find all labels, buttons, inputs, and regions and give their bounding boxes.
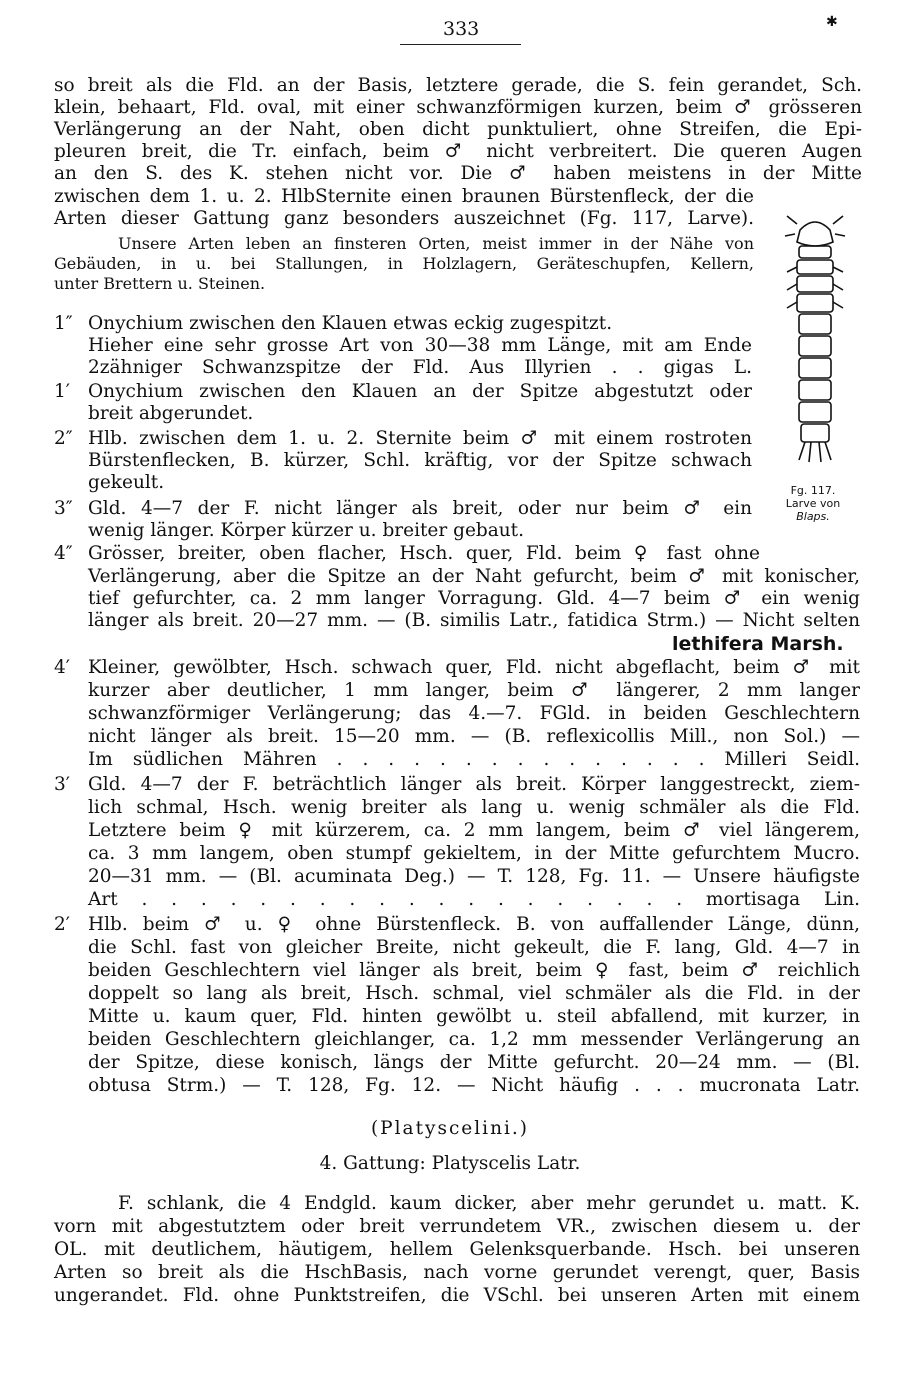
key-line: Bürstenflecken, B. kürzer, Schl. kräftig, vor der Spitze schwach	[88, 450, 752, 471]
key-number: 3′	[54, 774, 70, 795]
key-line: nicht länger als breit. 15—20 mm. — (B. reflexicollis Mill., non Sol.) —	[88, 726, 860, 747]
key-number: 3″	[54, 498, 73, 519]
body-line-small: Gebäuden, in u. bei Stallungen, in Holzlagern, Geräteschupfen, Kellern,	[54, 254, 754, 273]
key-line: beiden Geschlechtern viel länger als breit, beim ♀ fast, beim ♂ reichlich	[88, 960, 860, 981]
key-number: 4″	[54, 543, 73, 564]
key-line: kurzer aber deutlicher, 1 mm langer, beim ♂ längerer, 2 mm langer	[88, 680, 860, 701]
larva-illustration	[775, 212, 855, 472]
ink-speck: ✱	[826, 14, 838, 30]
body-line-small: Unsere Arten leben an finsteren Orten, meist immer in der Nähe von	[118, 234, 754, 253]
body-line: ungerandet. Fld. ohne Punktstreifen, die VSchl. bei unseren Arten mit einem	[54, 1285, 860, 1306]
page-number-rule	[400, 44, 521, 45]
figure-caption-number: Fg. 117.	[790, 484, 836, 497]
key-line: Onychium zwischen den Klauen an der Spitze abgestutzt oder	[88, 381, 752, 402]
key-number: 2″	[54, 428, 73, 449]
body-line: an den S. des K. stehen nicht vor. Die ♂ haben meistens in der Mitte	[54, 163, 862, 184]
key-line: die Schl. fast von gleicher Breite, nicht gekeult, die F. lang, Gld. 4—7 in	[88, 937, 860, 958]
body-line: Verlängerung an der Naht, oben dicht punktuliert, ohne Streifen, die Epi-	[54, 119, 862, 140]
key-line: Onychium zwischen den Klauen etwas eckig zugespitzt.	[88, 313, 613, 334]
key-line: obtusa Strm.) — T. 128, Fg. 12. — Nicht häufig . . . mucronata Latr.	[88, 1075, 860, 1096]
key-line: ca. 3 mm langem, oben stumpf gekieltem, in der Mitte gefurchtem Mucro.	[88, 843, 860, 864]
figure-caption-line: Blaps.	[796, 510, 830, 523]
key-line: Hieher eine sehr grosse Art von 30—38 mm Länge, mit am Ende	[88, 335, 752, 356]
body-line: OL. mit deutlichem, häutigem, hellem Gelenksquerbande. Hsch. bei unseren	[54, 1239, 860, 1260]
species-name: lethifera Marsh.	[672, 633, 844, 655]
key-line: 2zähniger Schwanzspitze der Fld. Aus Illyrien . . gigas L.	[88, 357, 752, 378]
key-line: Gld. 4—7 der F. nicht länger als breit, oder nur beim ♂ ein	[88, 498, 752, 519]
key-line: tief gefurchter, ca. 2 mm langer Vorragung. Gld. 4—7 beim ♂ ein wenig	[88, 588, 860, 609]
tribe-heading: (Platyscelini.)	[370, 1118, 530, 1139]
body-line: zwischen dem 1. u. 2. HlbSternite einen braunen Bürstenfleck, der die	[54, 186, 754, 207]
key-line: schwanzförmiger Verlängerung; das 4.—7. FGld. in beiden Geschlechtern	[88, 703, 860, 724]
key-line: Gld. 4—7 der F. beträchtlich länger als breit. Körper langgestreckt, ziem-	[88, 774, 860, 795]
figure-caption-line: Larve von	[785, 497, 841, 510]
key-line: wenig länger. Körper kürzer u. breiter gebaut.	[88, 520, 524, 541]
key-line: Mitte u. kaum quer, Fld. hinten gewölbt u. steil abfallend, mit kurzer, in	[88, 1006, 860, 1027]
key-number: 1″	[54, 313, 73, 334]
key-line: Art . . . . . . . . . . . . . . . . . . . mortisaga Lin.	[88, 889, 860, 910]
key-line: Kleiner, gewölbter, Hsch. schwach quer, Fld. nicht abgeflacht, beim ♂ mit	[88, 657, 860, 678]
body-line: F. schlank, die 4 Endgld. kaum dicker, aber mehr gerundet u. matt. K.	[118, 1193, 860, 1214]
key-line: Letztere beim ♀ mit kürzerem, ca. 2 mm langem, beim ♂ viel längerem,	[88, 820, 860, 841]
key-number: 4′	[54, 657, 70, 678]
page-number: 333	[443, 18, 480, 40]
key-line: Grösser, breiter, oben flacher, Hsch. quer, Fld. beim ♀ fast ohne	[88, 543, 760, 564]
body-line: vorn mit abgestutztem oder breit verrundetem VR., zwischen diesem u. der	[54, 1216, 860, 1237]
key-line: Verlängerung, aber die Spitze an der Naht gefurcht, beim ♂ mit konischer,	[88, 566, 860, 587]
key-line: Im südlichen Mähren . . . . . . . . . . . . . . . Milleri Seidl.	[88, 749, 860, 770]
key-number: 2′	[54, 914, 70, 935]
key-line: lich schmal, Hsch. wenig breiter als lang u. wenig schmäler als die Fld.	[88, 797, 860, 818]
key-line: doppelt so lang als breit, Hsch. schmal, viel schmäler als die Fld. in der	[88, 983, 860, 1004]
key-line: länger als breit. 20—27 mm. — (B. similis Latr., fatidica Strm.) — Nicht selten	[88, 610, 860, 631]
body-line: so breit als die Fld. an der Basis, letztere gerade, die S. fein gerandet, Sch.	[54, 75, 862, 96]
genus-heading: 4. Gattung: Platyscelis Latr.	[319, 1153, 581, 1174]
body-line: pleuren breit, die Tr. einfach, beim ♂ nicht verbreitert. Die queren Augen	[54, 141, 862, 162]
key-line: Hlb. beim ♂ u. ♀ ohne Bürstenfleck. B. von auffallender Länge, dünn,	[88, 914, 860, 935]
body-line: Arten so breit als die HschBasis, nach vorne gerundet verengt, quer, Basis	[54, 1262, 860, 1283]
body-line: klein, behaart, Fld. oval, mit einer schwanzförmigen kurzen, beim ♂ grösseren	[54, 97, 862, 118]
key-line: breit abgerundet.	[88, 403, 254, 424]
key-line: der Spitze, diese konisch, längs der Mitte gefurcht. 20—24 mm. — (Bl.	[88, 1052, 860, 1073]
body-line: Arten dieser Gattung ganz besonders auszeichnet (Fg. 117, Larve).	[54, 208, 754, 229]
key-line: gekeult.	[88, 472, 165, 493]
body-line-small: unter Brettern u. Steinen.	[54, 274, 266, 293]
key-line: Hlb. zwischen dem 1. u. 2. Sternite beim ♂ mit einem rostroten	[88, 428, 752, 449]
key-number: 1′	[54, 381, 70, 402]
key-line: 20—31 mm. — (Bl. acuminata Deg.) — T. 128, Fg. 11. — Unsere häufigste	[88, 866, 860, 887]
key-line: beiden Geschlechtern gleichlanger, ca. 1,2 mm messender Verlängerung an	[88, 1029, 860, 1050]
